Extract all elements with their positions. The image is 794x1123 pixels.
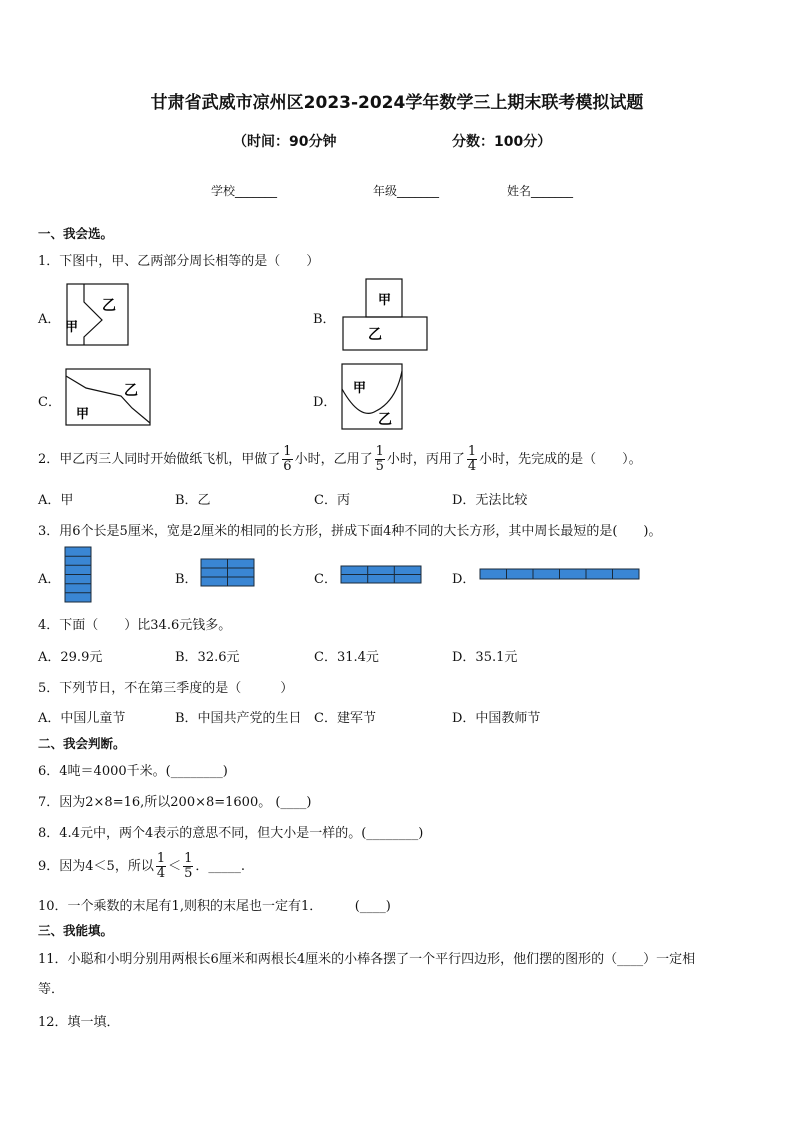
q2-text-1: 2．甲乙丙三人同时开始做纸飞机，甲做了 bbox=[38, 452, 281, 467]
q2-text-4: 小时，先完成的是（ ）。 bbox=[479, 452, 642, 467]
q4-option-a: A．29.9元 bbox=[38, 650, 103, 665]
question-1: 1．下图中，甲、乙两部分周长相等的是（ ） bbox=[38, 254, 320, 269]
q3-figure-a bbox=[63, 546, 93, 604]
exam-score: 分数：100分） bbox=[452, 134, 552, 150]
yi-label: 乙 bbox=[368, 327, 382, 343]
q3-option-c-label: C． bbox=[314, 572, 337, 587]
q1-option-b-label: B． bbox=[313, 312, 336, 327]
jia-label: 甲 bbox=[76, 407, 90, 422]
name-field: 姓名_______ bbox=[507, 184, 574, 198]
q5-option-c: C．建军节 bbox=[314, 711, 376, 726]
question-11-continued: 等． bbox=[38, 982, 65, 997]
grade-field: 年级_______ bbox=[373, 184, 440, 198]
question-9 bbox=[38, 848, 245, 886]
q1-figure-b bbox=[340, 277, 432, 353]
question-10: 10．一个乘数的末尾有1,则积的末尾也一定有1． (____) bbox=[38, 899, 391, 914]
jia-label: 甲 bbox=[65, 320, 79, 335]
q4-option-d: D．35.1元 bbox=[452, 650, 518, 665]
q5-option-a: A．中国儿童节 bbox=[38, 711, 126, 726]
q4-option-b: B．32.6元 bbox=[175, 650, 240, 665]
question-7: 7．因为2×8=16,所以200×8=1600。 (____) bbox=[38, 795, 312, 810]
question-8: 8．4.4元中，两个4表示的意思不同，但大小是一样的。(________) bbox=[38, 826, 424, 841]
q2-option-d: D．无法比较 bbox=[452, 493, 528, 508]
school-field: 学校_______ bbox=[211, 184, 278, 198]
q1-option-a-label: A． bbox=[38, 312, 61, 327]
section-heading-fill: 三、我能填。 bbox=[38, 923, 114, 938]
q1-figure-a bbox=[62, 282, 130, 348]
exam-time: （时间：90分钟 bbox=[233, 134, 337, 150]
q5-option-d: D．中国教师节 bbox=[452, 711, 541, 726]
question-5: 5．下列节日，不在第三季度的是（ ） bbox=[38, 681, 294, 696]
q2-option-c: C．丙 bbox=[314, 493, 350, 508]
yi-label: 乙 bbox=[378, 412, 392, 428]
q3-option-d-label: D． bbox=[452, 572, 476, 587]
q3-option-a-label: A． bbox=[38, 572, 61, 587]
page-title: 甘肃省武威市凉州区2023-2024学年数学三上期末联考模拟试题 bbox=[150, 93, 644, 113]
q2-text-2: 小时，乙用了 bbox=[294, 452, 373, 467]
fraction-one-fourth: $\frac{1}{4}$ bbox=[156, 851, 166, 881]
q1-figure-d bbox=[338, 361, 406, 431]
section-heading-choose: 一、我会选。 bbox=[38, 226, 114, 241]
q5-option-b: B．中国共产党的生日 bbox=[175, 711, 302, 726]
q9-text-2: ．_____. bbox=[195, 859, 246, 874]
q3-option-b-label: B． bbox=[175, 572, 198, 587]
q4-option-c: C．31.4元 bbox=[314, 650, 379, 665]
jia-label: 甲 bbox=[378, 293, 392, 308]
question-4: 4．下面（ ）比34.6元钱多。 bbox=[38, 618, 232, 633]
question-11: 11．小聪和小明分别用两根长6厘米和两根长4厘米的小棒各摆了一个平行四边形，他们摆的图形的（____）一定相 bbox=[38, 952, 696, 967]
q9-text-1: 9．因为4＜5，所以 bbox=[38, 859, 154, 874]
q2-text-3: 小时，丙用了 bbox=[386, 452, 465, 467]
q3-figure-c bbox=[340, 565, 422, 584]
yi-label: 乙 bbox=[124, 383, 138, 399]
less-than-sign: ＜ bbox=[168, 859, 182, 874]
question-3: 3．用6个长是5厘米，宽是2厘米的相同的长方形，拼成下面4种不同的大长方形，其中周长最短的是( )。 bbox=[38, 524, 662, 539]
q1-option-d-label: D． bbox=[313, 395, 337, 410]
question-6: 6．4吨＝4000千米。(________) bbox=[38, 764, 228, 779]
q2-option-b: B．乙 bbox=[175, 493, 211, 508]
fraction-one-fifth: $\frac{1}{5}$ bbox=[184, 851, 193, 881]
q3-figure-b bbox=[200, 558, 256, 588]
jia-label: 甲 bbox=[353, 381, 367, 396]
q2-option-a: A．甲 bbox=[38, 493, 74, 508]
q1-option-c-label: C． bbox=[38, 395, 61, 410]
fraction-one-fifth: $\frac{1}{5}$ bbox=[375, 444, 384, 474]
fraction-one-fourth: $\frac{1}{4}$ bbox=[467, 444, 477, 474]
fraction-one-sixth: $\frac{1}{6}$ bbox=[283, 444, 292, 474]
question-2 bbox=[38, 441, 642, 479]
q3-figure-d bbox=[479, 568, 640, 580]
q1-figure-c bbox=[62, 366, 154, 428]
section-heading-judge: 二、我会判断。 bbox=[38, 736, 126, 751]
question-12: 12．填一填． bbox=[38, 1015, 120, 1030]
yi-label: 乙 bbox=[102, 298, 116, 314]
